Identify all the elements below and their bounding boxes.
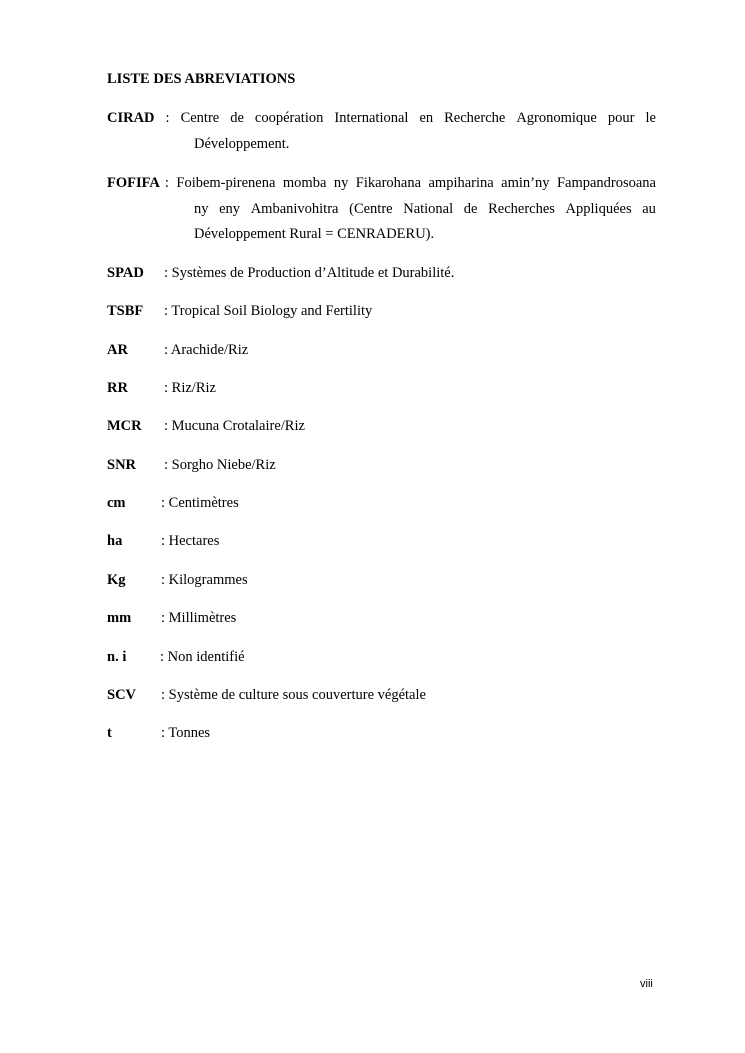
abbreviation-term: AR	[107, 342, 128, 358]
definition-word: en	[419, 110, 434, 126]
abbreviation-term: SPAD	[107, 265, 144, 281]
abbreviation-entry-snr	[107, 456, 276, 474]
cirad-line-1	[107, 109, 656, 127]
abbreviation-entry-t	[107, 724, 211, 742]
abbreviation-entry-spad	[107, 264, 455, 282]
abbreviation-entry-ni	[107, 648, 245, 666]
abbreviation-term: ha	[107, 533, 123, 549]
abbreviation-entry-tsbf	[107, 302, 373, 320]
definition-word: Agronomique	[516, 110, 597, 126]
definition-word: ny	[194, 201, 209, 217]
fofifa-line-1	[107, 174, 656, 192]
abbreviation-term: MCR	[107, 418, 142, 434]
abbreviation-definition: : Tonnes	[161, 725, 211, 741]
abbreviation-definition: : Kilogrammes	[161, 572, 248, 588]
abbreviation-definition: : Hectares	[161, 533, 220, 549]
abbreviation-definition: : Riz/Riz	[164, 380, 216, 396]
definition-word: coopération	[254, 110, 324, 126]
abbreviation-definition: : Tropical Soil Biology and Fertility	[164, 303, 373, 319]
abbreviation-definition: : Mucuna Crotalaire/Riz	[164, 418, 305, 434]
definition-word: Ambanivohitra	[250, 201, 339, 217]
definition-word: (Centre	[349, 201, 393, 217]
definition-word: eny	[219, 201, 241, 217]
abbreviation-term: TSBF	[107, 303, 144, 319]
abbreviation-entry-ha	[107, 532, 220, 550]
abbreviation-term: CIRAD	[107, 110, 155, 126]
abbreviation-entry-scv	[107, 686, 426, 704]
abbreviation-definition: : Centimètres	[161, 495, 239, 511]
definition-word: de	[230, 110, 244, 126]
fofifa-line-3: Développement Rural = CENRADERU).	[194, 226, 435, 242]
definition-word: Recherches	[488, 201, 555, 217]
abbreviation-term: FOFIFA	[107, 175, 160, 191]
cirad-line-2: Développement.	[194, 136, 290, 152]
definition-word: Appliquées	[565, 201, 632, 217]
abbreviation-entry-kg	[107, 571, 248, 589]
abbreviation-definition: : Sorgho Niebe/Riz	[164, 457, 276, 473]
abbreviation-entry-fofifa	[107, 174, 656, 192]
abbreviation-term: SNR	[107, 457, 137, 473]
fofifa-line-2	[194, 200, 656, 218]
definition-word: National	[403, 201, 454, 217]
definition-word: le	[645, 110, 656, 126]
abbreviation-definition: : Système de culture sous couverture végétale	[161, 687, 426, 703]
definition-text: : Foibem-pirenena momba ny Fikarohana ampiharina amin’ny Fampandrosoana	[164, 175, 656, 191]
abbreviation-entry-ar	[107, 341, 249, 359]
abbreviation-definition: : Systèmes de Production d’Altitude et Durabilité.	[164, 265, 455, 281]
page-title: LISTE DES ABREVIATIONS	[107, 71, 296, 87]
definition-word: Centre	[180, 110, 220, 126]
abbreviation-term: t	[107, 725, 112, 741]
abbreviation-term: SCV	[107, 687, 137, 703]
abbreviation-term: RR	[107, 380, 128, 396]
abbreviation-entry-mcr	[107, 417, 305, 435]
definition-word: Recherche	[444, 110, 506, 126]
abbreviation-definition: : Non identifié	[160, 649, 245, 665]
abbreviation-entry-rr	[107, 379, 216, 397]
abbreviation-term: n. i	[107, 649, 127, 665]
abbreviation-term: mm	[107, 610, 132, 626]
definition-word: :	[165, 110, 170, 126]
definition-word: pour	[607, 110, 635, 126]
definition-word: de	[463, 201, 478, 217]
abbreviation-term: cm	[107, 495, 126, 511]
abbreviation-term: Kg	[107, 572, 126, 588]
abbreviation-entry-cm	[107, 494, 239, 512]
definition-word: au	[642, 201, 656, 217]
abbreviation-definition: : Millimètres	[161, 610, 237, 626]
page-number: viii	[640, 978, 653, 990]
abbreviation-entry-mm	[107, 609, 237, 627]
abbreviation-entry-cirad	[107, 109, 656, 127]
abbreviation-definition: : Arachide/Riz	[164, 342, 249, 358]
definition-word: International	[334, 110, 409, 126]
